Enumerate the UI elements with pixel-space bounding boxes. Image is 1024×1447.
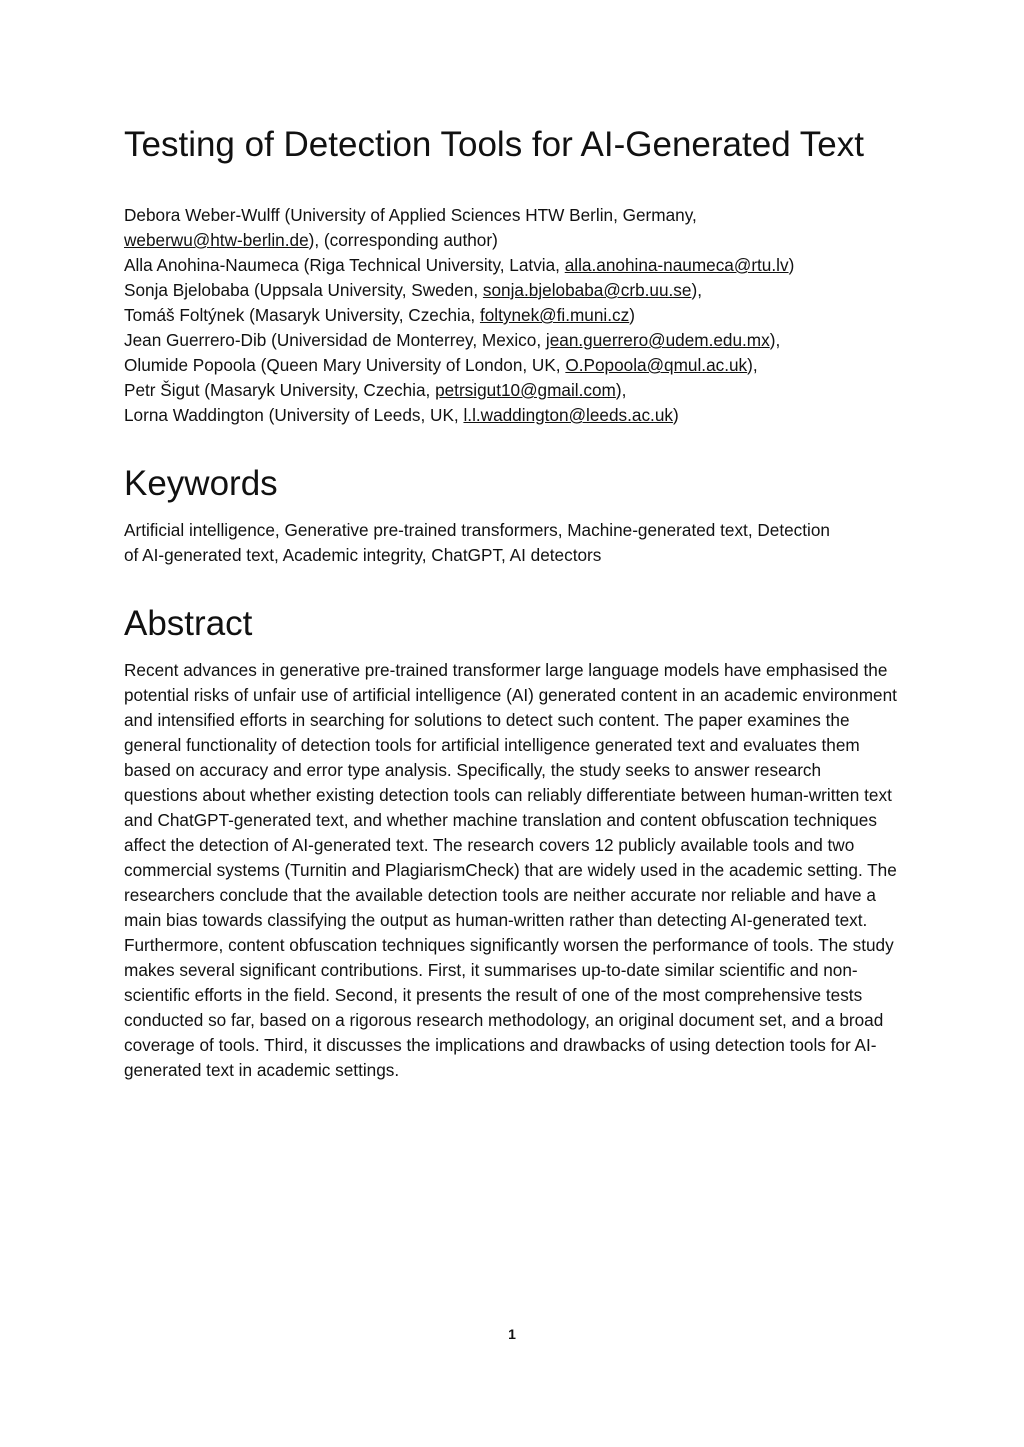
author-affiliation: Olumide Popoola (Queen Mary University of London, UK, bbox=[124, 355, 566, 375]
author-email-link[interactable]: sonja.bjelobaba@crb.uu.se bbox=[482, 280, 692, 300]
author-affiliation-end: ) bbox=[672, 405, 679, 425]
keywords-text: Artificial intelligence, Generative pre-trained transformers, Machine-generated text, Detection of AI-generated text, Academic integrity, ChatGPT, AI detectors bbox=[124, 520, 830, 565]
author-line bbox=[124, 278, 904, 303]
author-email-link[interactable]: jean.guerrero@udem.edu.mx bbox=[545, 330, 770, 350]
page-number: 1 bbox=[508, 1326, 516, 1342]
author-affiliation-end: ), bbox=[747, 355, 758, 375]
author-affiliation: Petr Šigut (Masaryk University, Czechia, bbox=[124, 380, 436, 400]
author-line bbox=[124, 303, 904, 328]
abstract-heading: Abstract bbox=[124, 604, 253, 643]
author-email-link[interactable]: foltynek@fi.muni.cz bbox=[479, 305, 630, 325]
author-affiliation: Lorna Waddington (University of Leeds, UK, bbox=[124, 405, 464, 425]
author-line bbox=[124, 378, 904, 403]
author-line bbox=[124, 328, 904, 353]
author-line bbox=[124, 353, 904, 378]
author-line bbox=[124, 403, 904, 428]
author-affiliation-end: ) bbox=[788, 255, 795, 275]
author-affiliation: Alla Anohina-Naumeca (Riga Technical University, Latvia, bbox=[124, 255, 565, 275]
paper-title: Testing of Detection Tools for AI-Generated Text bbox=[124, 125, 864, 164]
author-affiliation-end: ) bbox=[629, 305, 635, 325]
author-email-link[interactable]: weberwu@htw-berlin.de bbox=[124, 230, 309, 250]
author-affiliation: Jean Guerrero-Dib (Universidad de Monterrey, Mexico, bbox=[124, 330, 546, 350]
author-list bbox=[124, 203, 904, 428]
author-line bbox=[124, 253, 904, 278]
author-affiliation-end: ), bbox=[615, 380, 627, 400]
author-affiliation: ), (corresponding author) bbox=[308, 230, 498, 250]
author-line bbox=[124, 203, 904, 228]
abstract-text: Recent advances in generative pre-trained transformer large language models have emphasised the potential risks of unfair use of artificial intelligence (AI) generated content in an academic environment and intensified efforts in searching for solutions to detect such content. The paper examines the general functionality of detection tools for artificial intelligence generated text and evaluates them based on accuracy and error type analysis. Specifically, the study seeks to answer research questions about whether existing detection tools can reliably differentiate between human-written text and ChatGPT-generated text, and whether machine translation and content obfuscation techniques affect the detection of AI-generated text. The research covers 12 publicly available tools and two commercial systems (Turnitin and PlagiarismCheck) that are widely used in the academic setting. The researchers conclude that the available detection tools are neither accurate nor reliable and have a main bias towards classifying the output as human-written rather than detecting AI-generated text. Furthermore, content obfuscation techniques significantly worsen the performance of tools. The study makes several significant contributions. First, it summarises up-to-date similar scientific and non-scientific efforts in the field. Second, it presents the result of one of the most comprehensive tests conducted so far, based on a rigorous research methodology, an original document set, and a broad coverage of tools. Third, it discusses the implications and drawbacks of using detection tools for AI-generated text in academic settings. bbox=[124, 660, 897, 1080]
author-affiliation-end: ), bbox=[691, 280, 702, 300]
author-email-link[interactable]: l.l.waddington@leeds.ac.uk bbox=[463, 405, 673, 425]
author-affiliation: Sonja Bjelobaba (Uppsala University, Sweden, bbox=[124, 280, 483, 300]
author-line bbox=[124, 228, 904, 253]
author-email-link[interactable]: petrsigut10@gmail.com bbox=[435, 380, 616, 400]
author-email-link[interactable]: O.Popoola@qmul.ac.uk bbox=[565, 355, 748, 375]
author-affiliation-end: ), bbox=[769, 330, 781, 350]
author-affiliation: Debora Weber-Wulff (University of Applied Sciences HTW Berlin, Germany, bbox=[124, 205, 697, 225]
author-email-link[interactable]: alla.anohina-naumeca@rtu.lv bbox=[564, 255, 789, 275]
keywords-heading: Keywords bbox=[124, 464, 278, 503]
author-affiliation: Tomáš Foltýnek (Masaryk University, Czechia, bbox=[124, 305, 480, 325]
